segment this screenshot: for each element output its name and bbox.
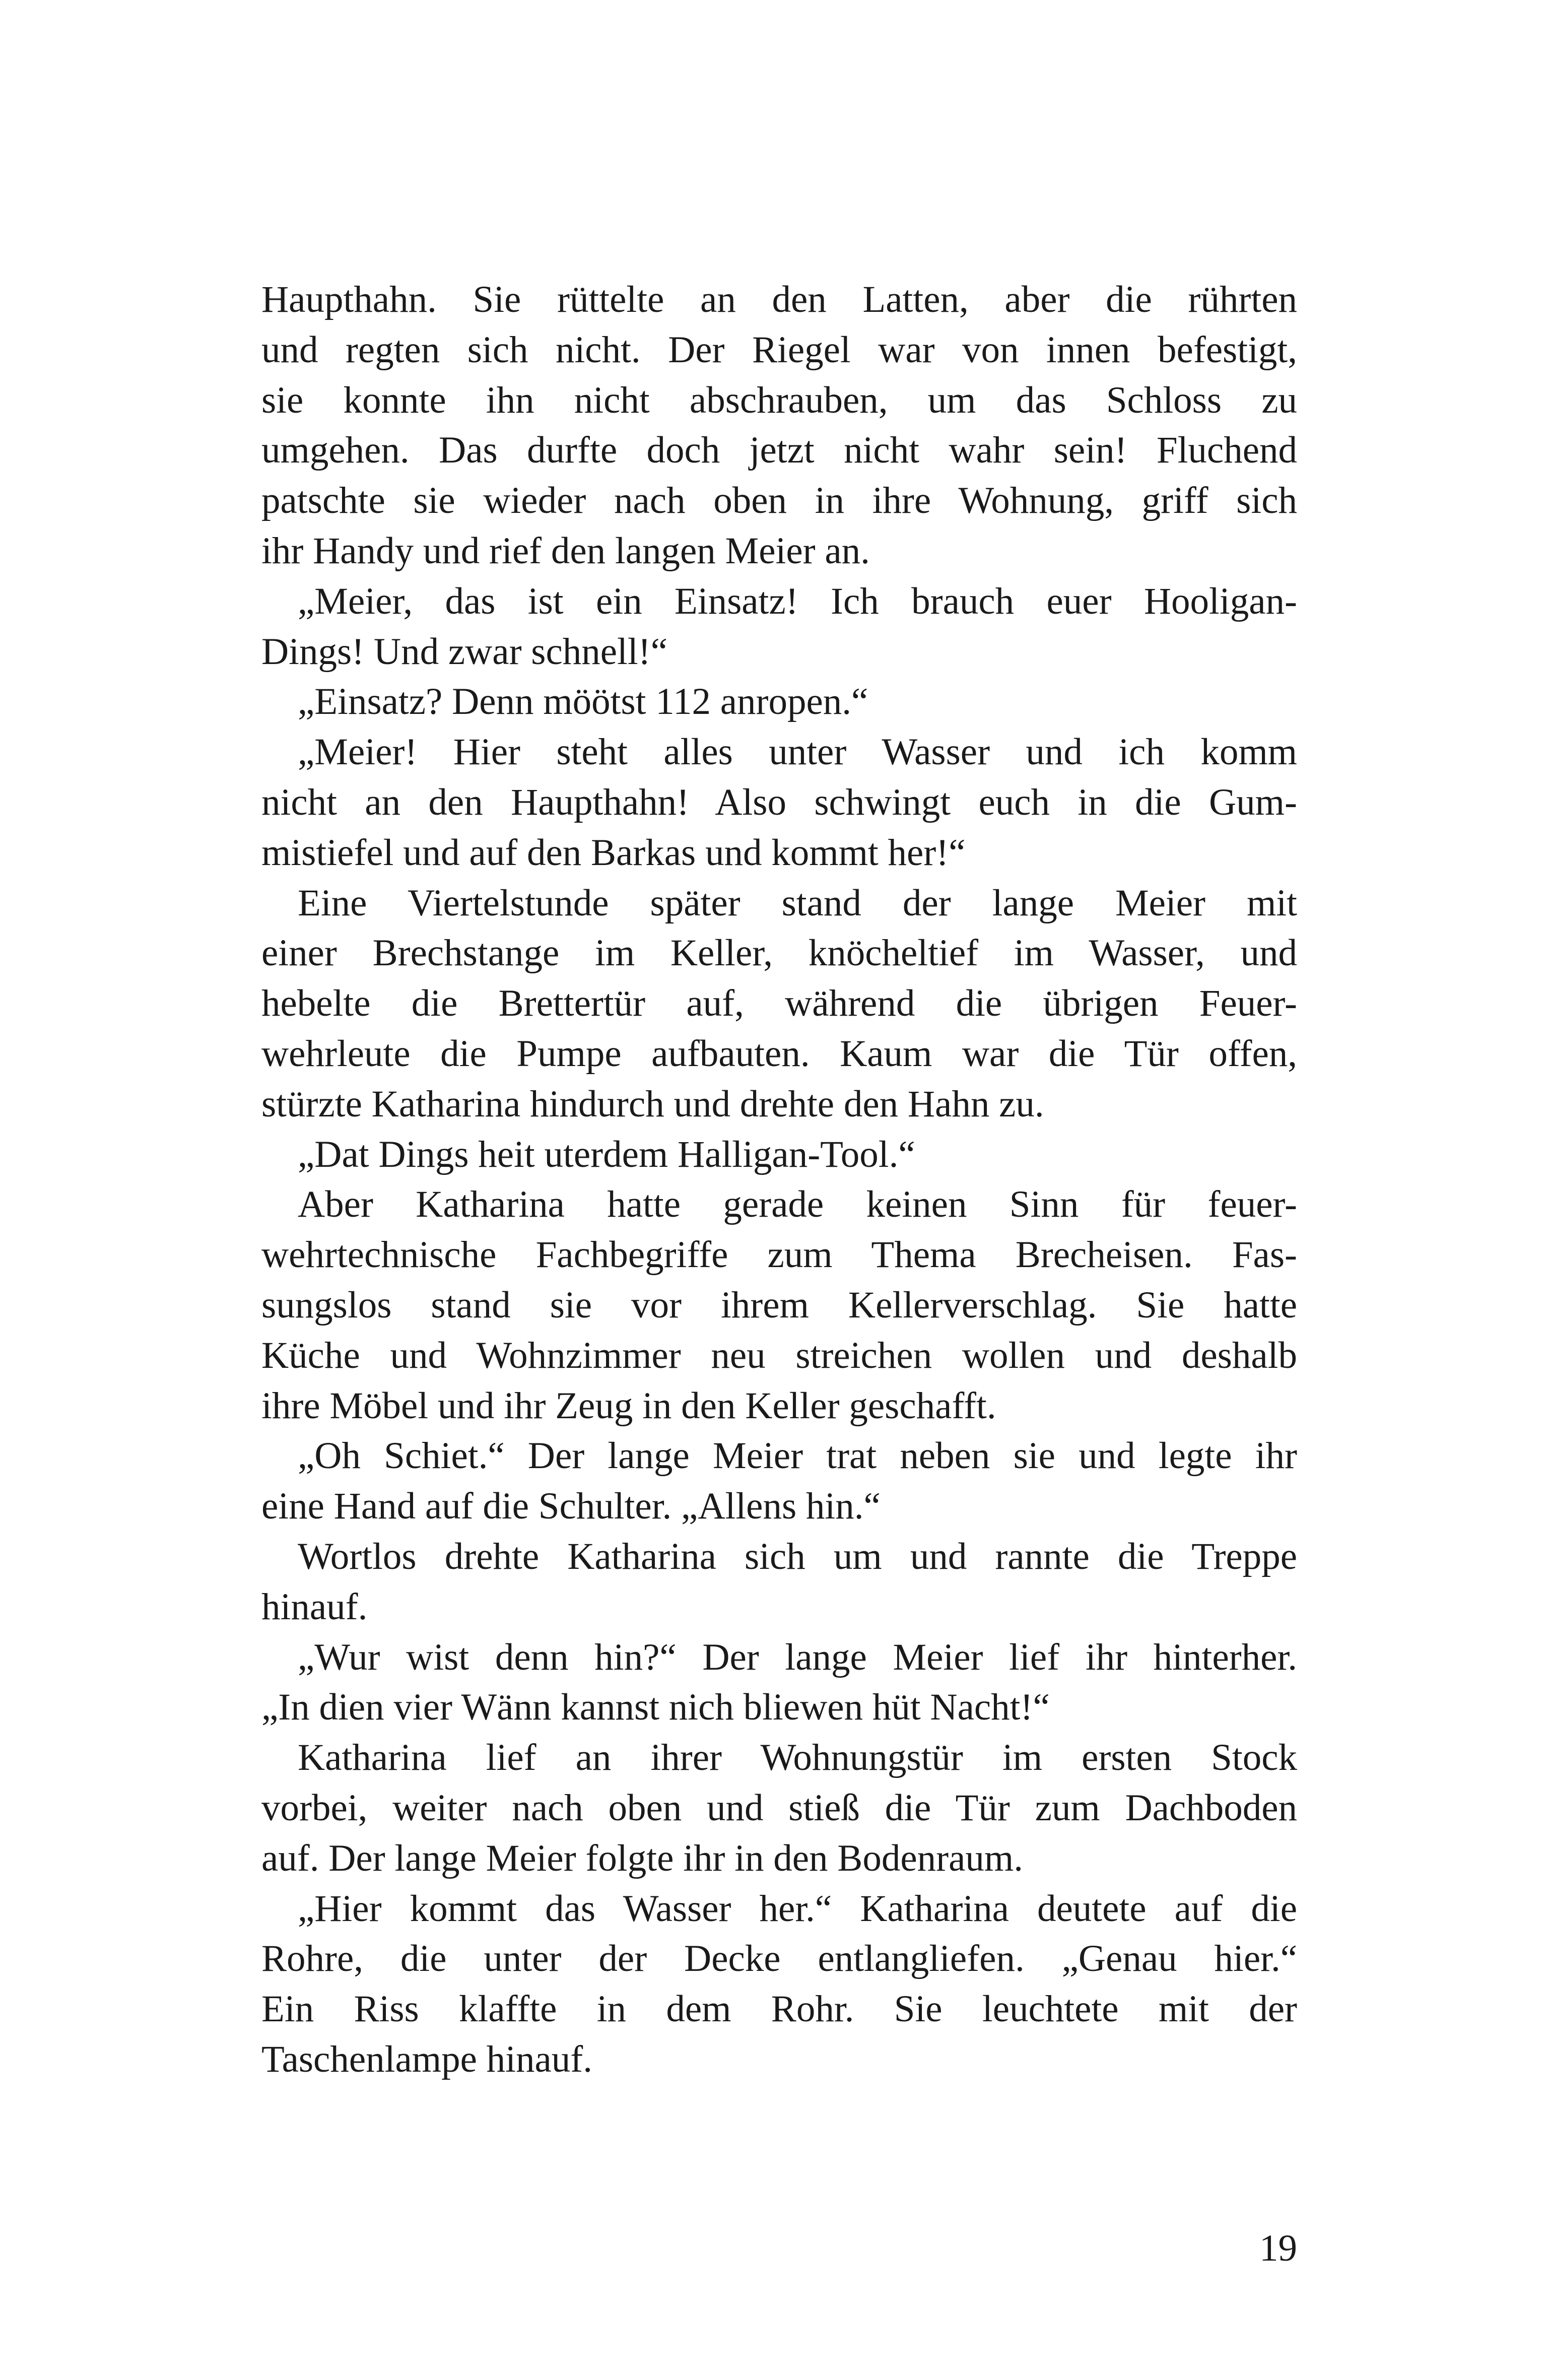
paragraph [261, 727, 1297, 878]
text-line: Küche und Wohnzimmer neu streichen wollen und deshalb [261, 1334, 1297, 1376]
text-line: „Hier kommt das Wasser her.“ Katharina deutete auf die [298, 1887, 1297, 1930]
paragraph [261, 1632, 1297, 1733]
text-line: eine Hand auf die Schulter. „Allens hin.“ [261, 1485, 881, 1528]
text-line: Rohre, die unter der Decke entlangliefen. „Genau hier.“ [261, 1938, 1297, 1980]
paragraph [261, 878, 1297, 1130]
text-line: vorbei, weiter nach oben und stieß die Tür zum Dachboden [261, 1787, 1297, 1829]
paragraph [261, 1733, 1297, 1883]
text-line: „Dat Dings heit uterdem Halligan-Tool.“ [298, 1133, 915, 1175]
paragraph [261, 1532, 1297, 1632]
text-line: Aber Katharina hatte gerade keinen Sinn für feuer- [298, 1183, 1297, 1226]
text-line: wehrtechnische Fachbegriffe zum Thema Brecheisen. Fas- [261, 1234, 1297, 1276]
text-line: wehrleute die Pumpe aufbauten. Kaum war die Tür offen, [261, 1032, 1297, 1075]
text-line: ihr Handy und rief den langen Meier an. [261, 530, 870, 572]
text-line: einer Brechstange im Keller, knöcheltief im Wasser, und [261, 932, 1297, 974]
paragraph [261, 1884, 1297, 2085]
text-line: sungslos stand sie vor ihrem Kellerverschlag. Sie hatte [261, 1284, 1297, 1326]
page-body-text [261, 275, 1297, 2085]
text-line: „Meier, das ist ein Einsatz! Ich brauch euer Hooligan- [298, 580, 1297, 622]
text-line: Eine Viertelstunde später stand der lange Meier mit [298, 882, 1297, 924]
text-line: auf. Der lange Meier folgte ihr in den Bodenraum. [261, 1837, 1023, 1879]
text-line: hinauf. [261, 1585, 368, 1628]
text-line: sie konnte ihn nicht abschrauben, um das Schloss zu [261, 379, 1297, 421]
text-line: „Oh Schiet.“ Der lange Meier trat neben sie und legte ihr [298, 1435, 1297, 1477]
text-line: mistiefel und auf den Barkas und kommt her!“ [261, 831, 966, 874]
paragraph [261, 1130, 1297, 1180]
text-line: Dings! Und zwar schnell!“ [261, 630, 667, 673]
page-number: 19 [1259, 2227, 1297, 2269]
text-line: hebelte die Brettertür auf, während die übrigen Feuer- [261, 982, 1297, 1025]
text-line: umgehen. Das durfte doch jetzt nicht wahr sein! Fluchend [261, 429, 1297, 472]
text-line: und regten sich nicht. Der Riegel war von innen befestigt, [261, 328, 1297, 371]
text-line: patschte sie wieder nach oben in ihre Wohnung, griff sich [261, 480, 1297, 522]
paragraph [261, 677, 1297, 727]
text-line: „Einsatz? Denn möötst 112 anropen.“ [298, 681, 868, 723]
paragraph [261, 1431, 1297, 1532]
text-line: Haupthahn. Sie rüttelte an den Latten, aber die rührten [261, 279, 1297, 320]
paragraph [261, 576, 1297, 677]
paragraph [261, 275, 1297, 576]
text-line: „In dien vier Wänn kannst nich bliewen hüt Nacht!“ [261, 1686, 1050, 1729]
text-line: Taschenlampe hinauf. [261, 2038, 592, 2080]
text-line: Ein Riss klaffte in dem Rohr. Sie leuchtete mit der [261, 1988, 1297, 2030]
text-line: „Wur wist denn hin?“ Der lange Meier lief ihr hinterher. [298, 1636, 1297, 1678]
text-line: „Meier! Hier steht alles unter Wasser und ich komm [298, 731, 1297, 773]
text-line: nicht an den Haupthahn! Also schwingt euch in die Gum- [261, 781, 1297, 823]
text-line: Wortlos drehte Katharina sich um und rannte die Treppe [298, 1535, 1297, 1577]
text-line: stürzte Katharina hindurch und drehte den Hahn zu. [261, 1083, 1044, 1125]
text-line: Katharina lief an ihrer Wohnungstür im ersten Stock [298, 1737, 1297, 1779]
paragraph [261, 1179, 1297, 1431]
text-line: ihre Möbel und ihr Zeug in den Keller geschafft. [261, 1384, 996, 1427]
